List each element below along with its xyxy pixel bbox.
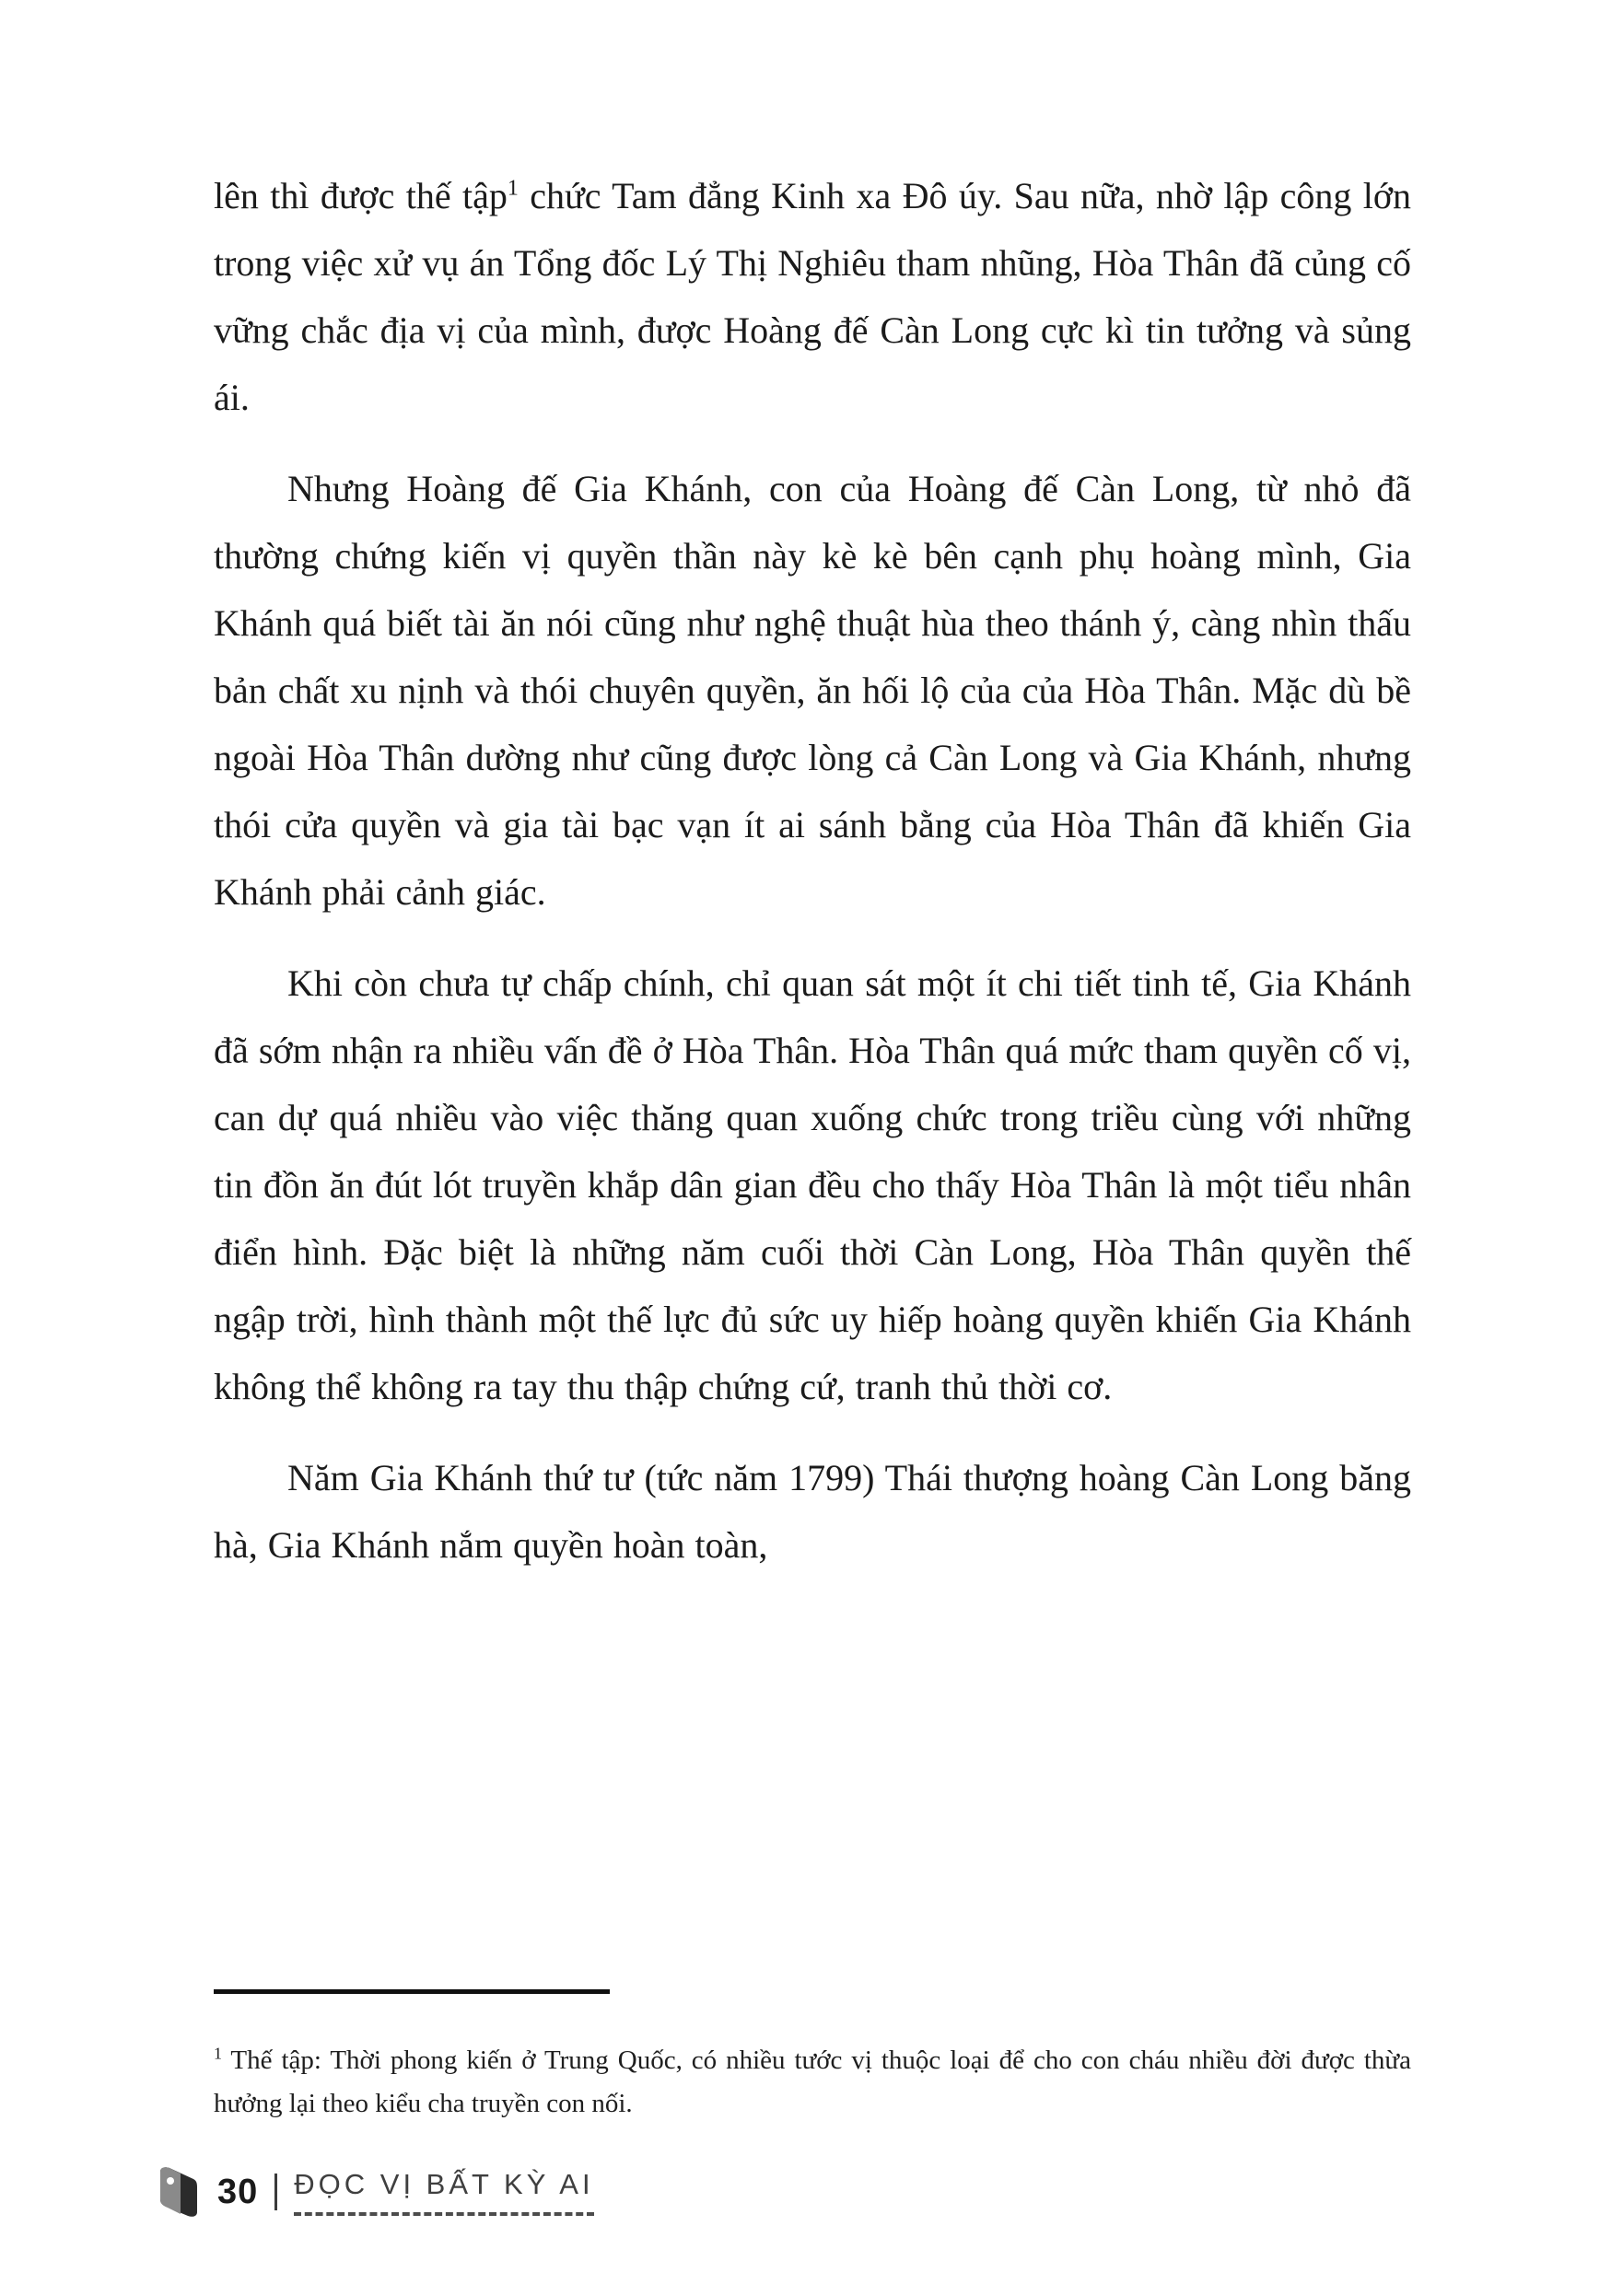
body-paragraph: Khi còn chưa tự chấp chính, chỉ quan sát một ít chi tiết tinh tế, Gia Khánh đã sớm nhận ra nhiều vấn đề ở Hòa Thân. Hòa Thân quá mức tham quyền cố vị, can dự quá nhiều vào việc thăng quan xuống chức trong triều cùng với những tin đồn ăn đút lót truyền khắp dân gian đều cho thấy Hòa Thân là một tiểu nhân điển hình. Đặc biệt là những năm cuối thời Càn Long, Hòa Thân quyền thế ngập trời, hình thành một thế lực đủ sức uy hiếp hoàng quyền khiến Gia Khánh không thể không ra tay thu thập chứng cứ, tranh thủ thời cơ. [214, 962, 1411, 1407]
footnote [214, 2039, 1411, 2126]
page-footer [157, 2166, 594, 2218]
publisher-logo-icon [157, 2166, 201, 2218]
footer-divider [274, 2174, 277, 2210]
paragraph-text: lên thì được thế tập [214, 175, 508, 216]
footnote-text: Thế tập: Thời phong kiến ở Trung Quốc, có nhiều tước vị thuộc loại để cho con cháu nhiều đời được thừa hưởng lại theo kiểu cha truyền con nối. [214, 2045, 1411, 2118]
paragraph-text: chức Tam đẳng Kinh xa Đô úy. Sau nữa, nhờ lập công lớn trong việc xử vụ án Tổng đốc Lý Thị Nghiêu tham nhũng, Hòa Thân đã củng cố vững chắc địa vị của mình, được Hoàng đế Càn Long cực kì tin tưởng và sủng ái. [214, 175, 1411, 418]
body-paragraph [214, 162, 1411, 431]
body-paragraph: Năm Gia Khánh thứ tư (tức năm 1799) Thái thượng hoàng Càn Long băng hà, Gia Khánh nắm quyền hoàn toàn, [214, 1457, 1411, 1566]
page-body [214, 162, 1411, 1603]
footnote-separator-line [214, 1989, 610, 1994]
page-number: 30 [217, 2172, 259, 2211]
body-paragraph: Nhưng Hoàng đế Gia Khánh, con của Hoàng đế Càn Long, từ nhỏ đã thường chứng kiến vị quyền thần này kè kè bên cạnh phụ hoàng mình, Gia Khánh quá biết tài ăn nói cũng như nghệ thuật hùa theo thánh ý, càng nhìn thấu bản chất xu nịnh và thói chuyên quyền, ăn hối lộ của của Hòa Thân. Mặc dù bề ngoài Hòa Thân dường như cũng được lòng cả Càn Long và Gia Khánh, nhưng thói cửa quyền và gia tài bạc vạn ít ai sánh bằng của Hòa Thân đã khiến Gia Khánh phải cảnh giác. [214, 468, 1411, 913]
footnote-marker: 1 [214, 2044, 222, 2063]
book-title: ĐỌC VỊ BẤT KỲ AI [294, 2168, 593, 2216]
footnote-reference: 1 [507, 176, 519, 201]
